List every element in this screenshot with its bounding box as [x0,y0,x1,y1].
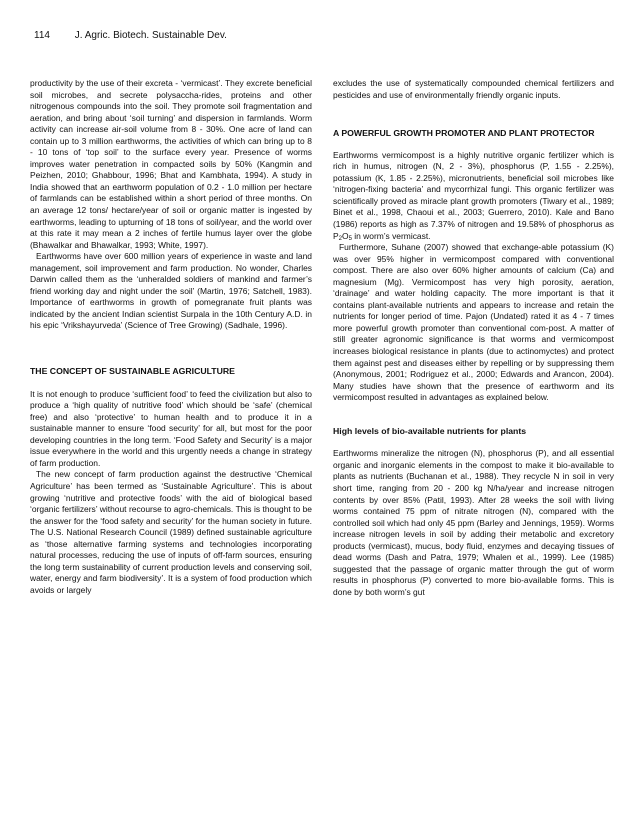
journal-title: J. Agric. Biotech. Sustainable Dev. [74,30,227,41]
section-heading-growth-promoter: A POWERFUL GROWTH PROMOTER AND PLANT PROTECTOR [333,128,595,139]
right-paragraph-4: Earthworms mineralize the nitrogen (N), phosphorus (P), and all essential organic and inorganic elements in the compost to make it bio-available to plants as nutrients (Buchanan et al., 1988). They recycle N in soil in very short time, ranging from 20 - 200 kg N/ha/year and increase nitrogen contents by over 85% (Patil, 1993). After 28 weeks the soil with living worms contained 75 ppm of nitrate nitrogen (N), compared with the controlled soil which had only 45 ppm (Barley and Jennings, 1959). Worms increase nitrogen levels in soil by adding their metabolic and excretory products (vermicast), mucus, body fluid, enzymes and decaying tissues of dead worms (Dash and Patra, 1979; Whalen et al., 1999). Lee (1985) suggested that the passage of organic matter through the gut of worm results in phosphorus (P) converted to more bio-available forms. This is done by both worm’s gut [333,448,614,597]
right-column [333,78,614,598]
right-paragraph-2: Earthworms vermicompost is a highly nutritive organic fertilizer which is rich in humus, nitrogen (N, 2 - 3%), phosphorus (P, 1.55 - 2.25%), potassium (K, 1.85 - 2.25%), micronutrients, beneficial soil microbes like ‘nitrogen-fixing bacteria’ and mycorrhizal fungi. This organic fertilizer was scientifically proved as miracle plant growth promoters (Tiwary et al., 1989; Binet et al., 1998, Chaoui et al., 2003; Guerrero, 2010). Kale and Bano (1986) reports as high as 7.37% of nitrogen and 19.58% of phosphorus as $P_2O_5$ in worm’s vermicast. [333,149,614,242]
page-number: 114 [34,30,50,41]
right-paragraph-3: Furthermore, Suhane (2007) showed that exchange-able potassium (K) was over 95% higher in vermicompost compared with conventional compost. There are also over 60% higher amounts of calcium (Ca) and magnesium (Mg). Vermicompost has very high porosity, aeration, ‘drainage’ and water holding capacity. The more important is that it contains plant-available nutrients and appears to increase and retain the nutrients for longer period of time. Pajon (Undated) rated it as 4 - 7 times more powerful growth promoter than conventional com-post. A matter of still greater agronomic significance is that worms and vermicompost increases biological resistance in plants (due to actinomyctes) and protect them against pest and diseases either by repelling or by suppressing them (Anonymous, 2001; Rodriguez et al., 2000; Edwards and Arancon, 2004). Many studies have shown that the presence of earthworm and its vermicompost resulted in advantages as explained below. [333,242,614,403]
left-paragraph-2: Earthworms have over 600 million years of experience in waste and land management, soil improvement and farm production. No wonder, Charles Darwin called them as the ‘unheralded soldiers of mankind and farmer’s friend working day and night under the soil’ (Martin, 1976; Satchell, 1983). Importance of earthworms in growth of pomegranate fruit plants was indicated by the ancient Indian scientist Surpala in the 10th Century A.D. in his epic ‘Vrikshayurveda’ (Science of Tree Growing) (Sadhale, 1996). [30,251,312,331]
left-paragraph-3: It is not enough to produce ‘sufficient food’ to feed the civilization but also to produce a ‘high quality of nutritive food’ which should be ‘safe’ (chemical free) and also ‘protective’ to human health and to produce it in a sustainable manner to ensure ‘food security’ for all, but most for the poor developing countries in the long term. ‘Food Safety and Security’ is a major issue everywhere in the world and this urgently needs a change in strategy of farm production. [30,388,312,468]
left-column [30,78,312,596]
running-header [34,30,227,41]
left-paragraph-1: productivity by the use of their excreta - ‘vermicast’. They excrete beneficial soil microbes, and secrete polysaccha-rides, proteins and other nitrogenous compounds into the soil. They promote soil fragmentation and aeration, and bring about ‘soil turning’ and dispersion in farmlands. Worm activity can increase air-soil volume from 8 - 30%. One acre of land can contain up to 3 million earthworms, the activities of which can bring up to 8 - 10 tons of ‘top soil’ to the surface every year. Presence of worms improves water penetration in compacted soils by 50% (Kangmin and Peizhen, 2010; Ghabbour, 1996; Bhat and Kambhata, 1994). A study in India showed that an earthworm population of 0.2 - 1.0 million per hectare of farmlands can be established within a short period of three months. On an average 12 tons/ hectare/year of soil or organic matter is ingested by earthworms, leading to upturning of 18 tons of soil/year, and the world over at this rate it may mean a 2 inches of fertile humus layer over the globe (Bhawalkar and Bhawalkar, 1993; White, 1997). [30,78,312,250]
left-paragraph-4: The new concept of farm production against the destructive ‘Chemical Agriculture’ has been termed as ‘Sustainable Agriculture’. This is about growing ‘nutritive and protective foods’ with the aid of biological based ‘organic fertilizers’ without recourse to agro-chemicals. This is thought to be the answer for the ‘food safety and security’ for the human society in future. The U.S. National Research Council (1989) defined sustainable agriculture as ‘those alternative farming systems and technologies incorporating natural processes, reducing the use of inputs of off-farm sources, ensuring the long term sustainability of current production levels and conserving soil, water, energy and farm biodiversity’. It is a system of food production which avoids or largely [30,469,312,595]
section-heading-sustainable-agriculture: THE CONCEPT OF SUSTAINABLE AGRICULTURE [30,366,235,377]
right-paragraph-1: excludes the use of systematically compounded chemical fertilizers and pesticides and use of environmentally friendly organic inputs. [333,78,614,100]
subsection-heading-bioavailable-nutrients: High levels of bio-available nutrients for plants [333,425,527,436]
